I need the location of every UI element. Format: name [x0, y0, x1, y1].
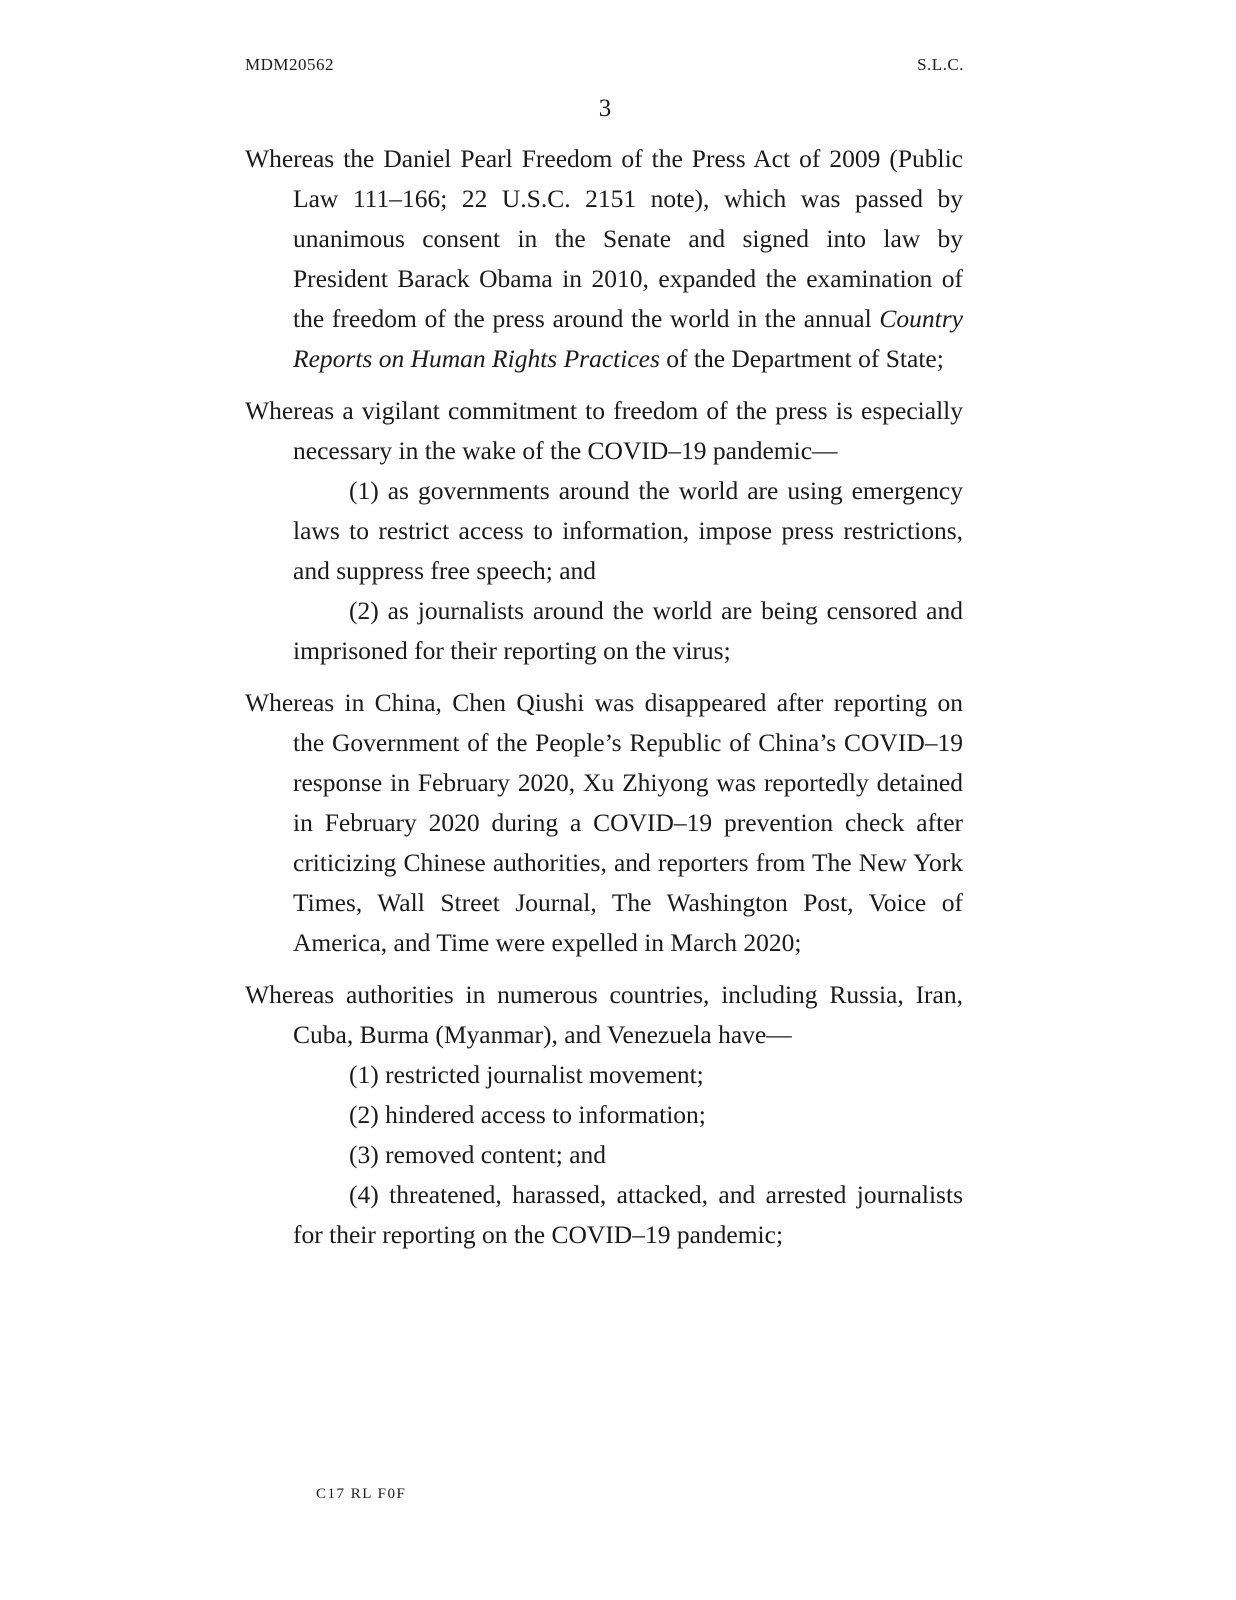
whereas-text-part: Whereas the Daniel Pearl Freedom of the Press Act of 2009 (Public Law 111–166; 22 U.S.C. 2151 note), which was passed by unanimous consent in the Senate and signed into law by President Barack Obama in 2010, expanded the examination of the freedom of the press around the world in the annual	[245, 144, 963, 333]
whereas-clause-3	[245, 683, 963, 963]
whereas-intro: Whereas authorities in numerous countries, including Russia, Iran, Cuba, Burma (Myanmar), and Venezuela have—	[245, 980, 963, 1049]
whereas-text: Whereas in China, Chen Qiushi was disappeared after reporting on the Government of the People’s Republic of China’s COVID–19 response in February 2020, Xu Zhiyong was reportedly detained in February 2020 during a COVID–19 prevention check after criticizing Chinese authorities, and reporters from The New York Times, Wall Street Journal, The Washington Post, Voice of America, and Time were expelled in March 2020;	[245, 688, 963, 957]
sub-clause: (1) as governments around the world are using emergency laws to restrict access to information, impose press restrictions, and suppress free speech; and	[293, 476, 963, 585]
whereas-text-part: of the Department of State;	[659, 344, 944, 373]
whereas-intro: Whereas a vigilant commitment to freedom of the press is especially necessary in the wake of the COVID–19 pandemic—	[245, 396, 963, 465]
document-body	[245, 139, 963, 1267]
whereas-text	[245, 139, 963, 379]
footer-code: C17 RL F0F	[316, 1486, 407, 1502]
sub-clause: (2) hindered access to information;	[349, 1100, 706, 1129]
sub-clause: (3) removed content; and	[349, 1140, 607, 1169]
page-number: 3	[598, 95, 612, 122]
document-id: MDM20562	[245, 55, 335, 74]
whereas-clause-1	[245, 139, 963, 379]
sub-clause: (2) as journalists around the world are being censored and imprisoned for their reporting on the virus;	[293, 596, 963, 665]
whereas-clause-4	[245, 975, 963, 1255]
sub-clause: (4) threatened, harassed, attacked, and arrested journalists for their reporting on the COVID–19 pandemic;	[293, 1180, 963, 1249]
report-title: Country Reports on Human Rights Practices	[293, 304, 963, 373]
whereas-clause-2	[245, 391, 963, 671]
slc-marker: S.L.C.	[917, 55, 964, 74]
sub-clause: (1) restricted journalist movement;	[349, 1060, 704, 1089]
